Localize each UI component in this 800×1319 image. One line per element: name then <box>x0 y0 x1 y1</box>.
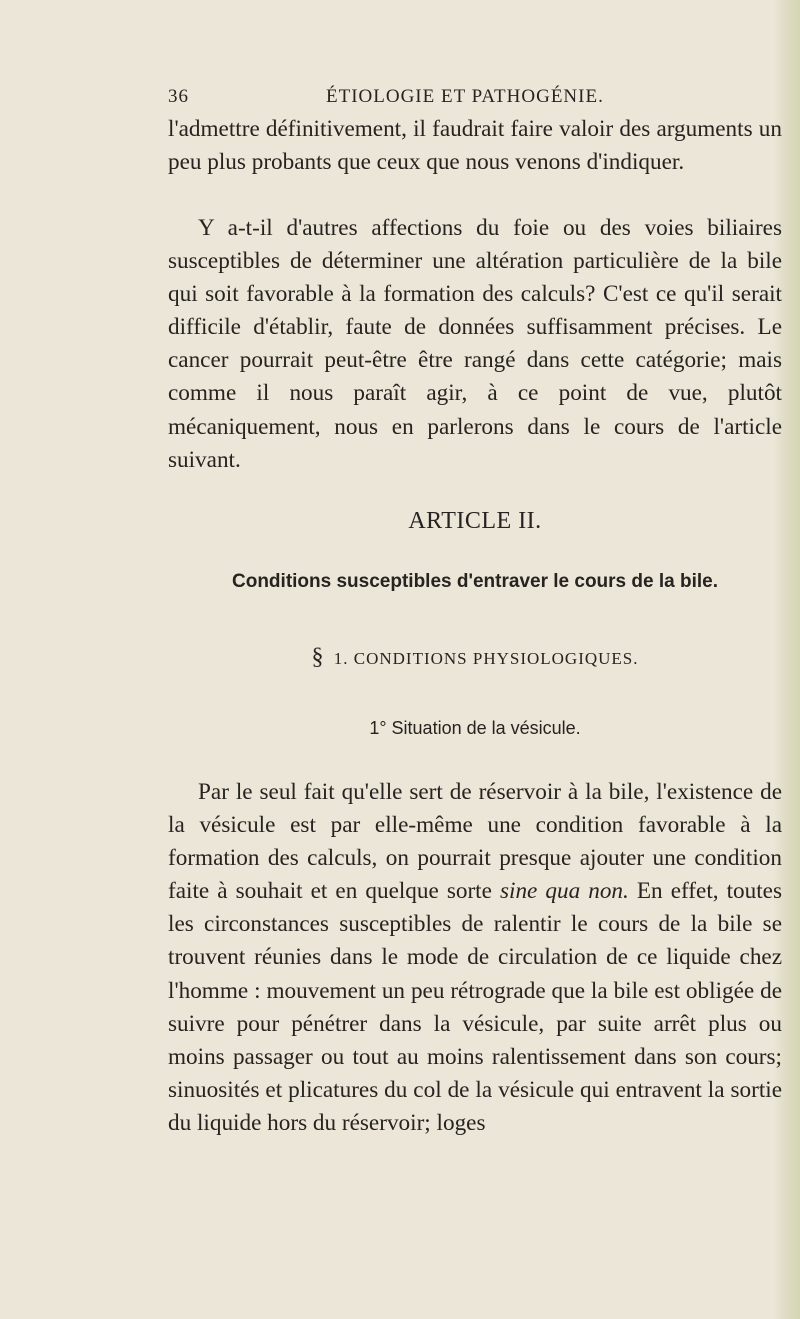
paragraph-other-affections: Y a-t-il d'autres affections du foie ou des voies biliaires susceptibles de déterminer une altération particulière de la bile qui soit favorable à la formation des calculs? C'est ce qu'il serait difficile d'établir, faute de données suffisamment précises. Le cancer pourrait peut-être être rangé dans cette catégorie; mais comme il nous paraît agir, à ce point de vue, plutôt mécaniquement, nous en parlerons dans le cours de l'article suivant. <box>168 215 782 473</box>
paragraph-vesicule-text-2: En effet, toutes les circonstances susceptibles de ralentir le cours de la bile se trouvent réunies dans le mode de circulation de ce liquide chez l'homme : mouvement un peu rétrograde que la bile est obligée de suivre pour pénétrer dans la vésicule, par suite arrêt plus ou moins passager ou tout au moins ralentissement dans son cours; sinuosités et plicatures du col de la vésicule qui entravent la sortie du liquide hors du réservoir; loges <box>168 878 783 1136</box>
latin-phrase: sine qua non. <box>499 878 629 905</box>
paragraph-intro: l'admettre définitivement, il faudrait faire valoir des arguments un peu plus probants que ceux que nous venons d'indiquer. <box>168 116 782 176</box>
page-number: 36 <box>168 86 189 107</box>
paragraph-vesicule-text-1: Par le seul fait qu'elle sert de réservoir à la bile, l'existence de la vésicule est par elle-même une condition favorable à la formation des calculs, on pourrait presque ajouter une condition faite à souhait et en quelque sorte <box>168 779 782 905</box>
section-sign: § <box>311 644 325 670</box>
article-title: ARTICLE II. <box>408 508 542 534</box>
paragraph-heading <box>168 644 782 671</box>
paragraph-heading-text: 1. CONDITIONS PHYSIOLOGIQUES. <box>333 649 639 668</box>
running-title: ÉTIOLOGIE ET PATHOGÉNIE. <box>326 86 604 107</box>
subheading-vesicule: 1° Situation de la vésicule. <box>369 718 581 738</box>
paragraph-vesicule <box>168 776 782 1140</box>
section-heading: Conditions susceptibles d'entraver le cours de la bile. <box>232 571 718 592</box>
